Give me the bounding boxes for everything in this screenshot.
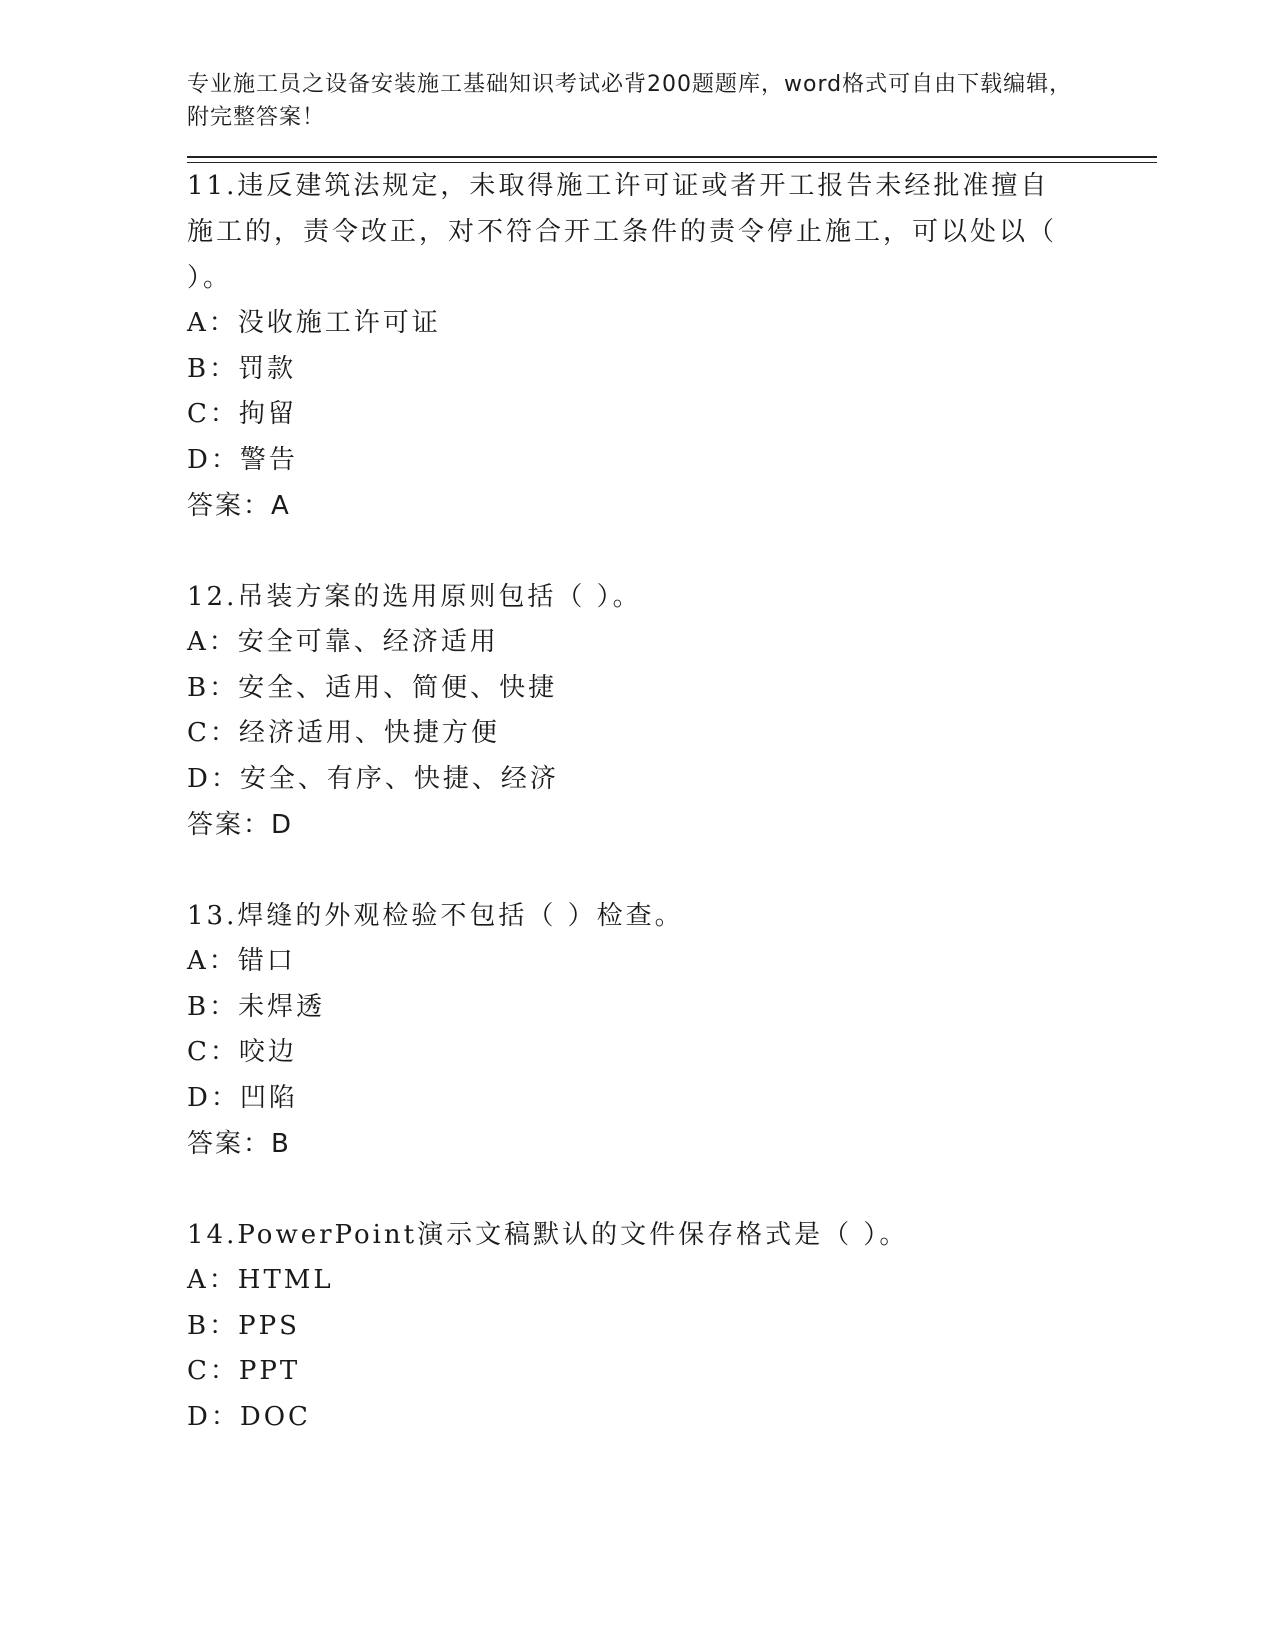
- question-14: [187, 1212, 1157, 1440]
- question-stem: 14.PowerPoint演示文稿默认的文件保存格式是（ ）。: [187, 1220, 909, 1250]
- question-spacer: [187, 529, 1157, 574]
- question-spacer: [187, 848, 1157, 893]
- answer: 答案：D: [187, 810, 294, 840]
- option-a: A：错口: [187, 946, 296, 976]
- option-c: C：咬边: [187, 1037, 297, 1067]
- option-d: D：DOC: [187, 1401, 311, 1432]
- option-b: B：PPS: [187, 1310, 300, 1341]
- option-c: C：拘留: [187, 399, 297, 429]
- header-divider: [187, 156, 1157, 163]
- question-stem: 11.违反建筑法规定，未取得施工许可证或者开工报告未经批准擅自施工的，责令改正，对不符合开工条件的责令停止施工，可以处以（ ）。: [187, 171, 1058, 293]
- option-d: D：安全、有序、快捷、经济: [187, 763, 559, 794]
- option-c: C：PPT: [187, 1356, 301, 1386]
- option-b: B：安全、适用、简便、快捷: [187, 672, 558, 703]
- answer: 答案：B: [187, 1129, 291, 1159]
- option-d: D：凹陷: [187, 1082, 298, 1113]
- option-a: A：HTML: [187, 1265, 334, 1295]
- option-a: A：安全可靠、经济适用: [187, 627, 499, 657]
- option-b: B：未焊透: [187, 991, 326, 1022]
- question-stem: 12.吊装方案的选用原则包括（ ）。: [187, 582, 642, 612]
- option-a: A：没收施工许可证: [187, 308, 441, 338]
- document-page: [187, 68, 1157, 1440]
- question-spacer: [187, 1167, 1157, 1212]
- option-c: C：经济适用、快捷方便: [187, 718, 500, 748]
- question-13: [187, 893, 1157, 1212]
- question-stem: 13.焊缝的外观检验不包括（ ）检查。: [187, 901, 684, 931]
- option-d: D：警告: [187, 444, 298, 475]
- document-header: 专业施工员之设备安装施工基础知识考试必背200题题库，word格式可自由下载编辑，附完整答案！: [187, 72, 1073, 130]
- option-b: B：罚款: [187, 353, 297, 384]
- answer: 答案：A: [187, 491, 291, 521]
- question-11: [187, 163, 1157, 574]
- question-12: [187, 574, 1157, 893]
